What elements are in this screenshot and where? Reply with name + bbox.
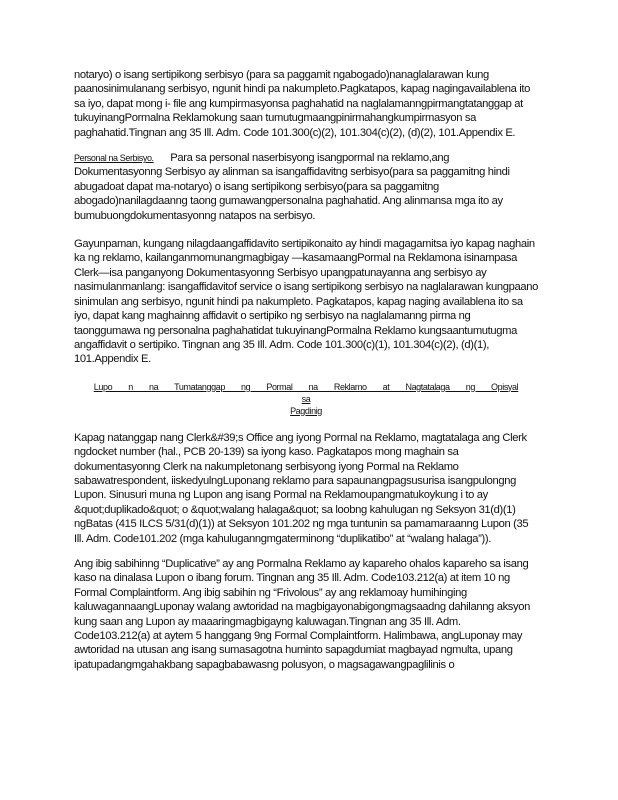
paragraph-however: Gayunpaman, kungang nilagdaangaffidavito sertipikonaito ay hindi magagamitsa iyo kapag naghain ka ng reklamo, kailanganmomunangmagbigay —kasamaangPormal na Reklamona isinampasa Clerk—isa panganyong Dokumentasyonng Serbisyo upangpatunayanna ang serbisyo ay nasimulanmanlang: isangaffidavitof service o isang sertipikong serbisyo na naglalarawan kungpaano sinimulan ang serbisyo, ngunit hindi pa nakumpleto. Pagkatapos, kapag naging availablena ito sa iyo, dapat kang maghainng affidavit o sertipiko ng serbisyo na naglalamanng pirma ng taonggumawa ng personalna paghahatidat tukuyinangPormalna Reklamo kungsaantumutugma angaffidavit o sertipiko. Tingnan ang 35 Ill. Adm. Code 101.300(c)(1), 101.304(c)(2), (d)(1), 101.Appendix E. bbox=[74, 238, 538, 366]
paragraph-duplicative: Ang ibig sabihinng “Duplicative” ay ang Pormalna Reklamo ay kapareho ohalos kapareho sa isang kaso na dinalasa Lupon o ibang forum. Tingnan ang 35 Ill. Adm. Code103.212(a) at item 10 ng Formal Complaintform. Ang ibig sabihin ng “Frivolous” ay ang reklamoay humihinging kaluwagannaangLuponay walang awtoridad na magbigayonabigongmagsaadng dahilanng aksyon kung saan ang Lupon ay maaaringmagbigayng kaluwagan.Tingnan ang 35 Ill. Adm. Code103.212(a) at aytem 5 hanggang 9ng Formal Complaintform. Halimbawa, angLuponay may awtoridad na utusan ang isang sumasagotna huminto sapagdumiat magbayad ngmulta, upang ipatupadangmgahakbang sapagbabawasng polusyon, o magsagawangpaglilinis o bbox=[74, 557, 531, 671]
heading-line-1: Lupo n na Tumatanggap ng Pormal na Reklamo at Nagtatalaga ng Opisyal sa bbox=[93, 381, 519, 404]
heading-line-2: Pagdinig bbox=[290, 405, 322, 416]
paragraph-personal-service bbox=[74, 151, 538, 223]
personal-service-body: Para sa personal naserbisyong isangpormal na reklamo,ang Dokumentasyonng Serbisyo ay alinman sa isangaffidavitng serbisyo(para sa paggamitng hindi abugadoat dapat ma-notaryo) o isang sertipikong serbisyo(para sa paggamitng abogado)nanilagdaanng taong gumawangpersonalna paghahatid. Ang alinmansa mga ito ay bumubuongdokumentasyonng natapos na serbisyo. bbox=[74, 152, 510, 222]
paragraph-service-certificate: notaryo) o isang sertipikong serbisyo (para sa paggamit ngabogado)nanaglalarawan kung paanosinimulanang serbisyo, ngunit hindi pa nakumpleto.Pagkatapos, kapag nagingavailablena ito sa iyo, dapat mong i- file ang kumpirmasyonsa paghahatid na naglalamanngpirmangtatanggap at tukuyinangPormalna Reklamokung saan tumutugmaangpinirmahangkumpirmasyon sa paghahatid.Tingnan ang 35 Ill. Adm. Code 101.300(c)(2), 101.304(c)(2), (d)(2), 101.Appendix E. bbox=[74, 69, 530, 139]
section-heading-personal-service: Personal na Serbisyo. bbox=[74, 153, 154, 164]
paragraph-docket: Kapag natanggap nang Clerk&#39;s Office ang iyong Pormal na Reklamo, magtatalaga ang Clerk ngdocket number (hal., PCB 20-139) sa iyong kaso. Pagkatapos mong maghain sa dokumentasyonng Clerk na nakumpletonang serbisyong iyong Pormal na Reklamo sabawatrespondent, iiskedyulngLuponang reklamo para sapaunangpagsusurisa isangpulongng Lupon. Sinusuri muna ng Lupon ang isang Pormal na Reklamoupangmatukoykung i to ay &quot;duplikado&quot; o &quot;walang halaga&quot; sa loobng kahulugan ng Seksyon 31(d)(1) ngBatas (415 ILCS 5/31(d)(1)) at Seksyon 101.202 ng mga tuntunin sa pamamaraanng Lupon (35 Ill. Adm. Code101.202 (mga kahuluganngmgaterminong “duplikatibo” at “walang halaga”)). bbox=[74, 431, 529, 545]
section-heading-board bbox=[74, 381, 538, 417]
